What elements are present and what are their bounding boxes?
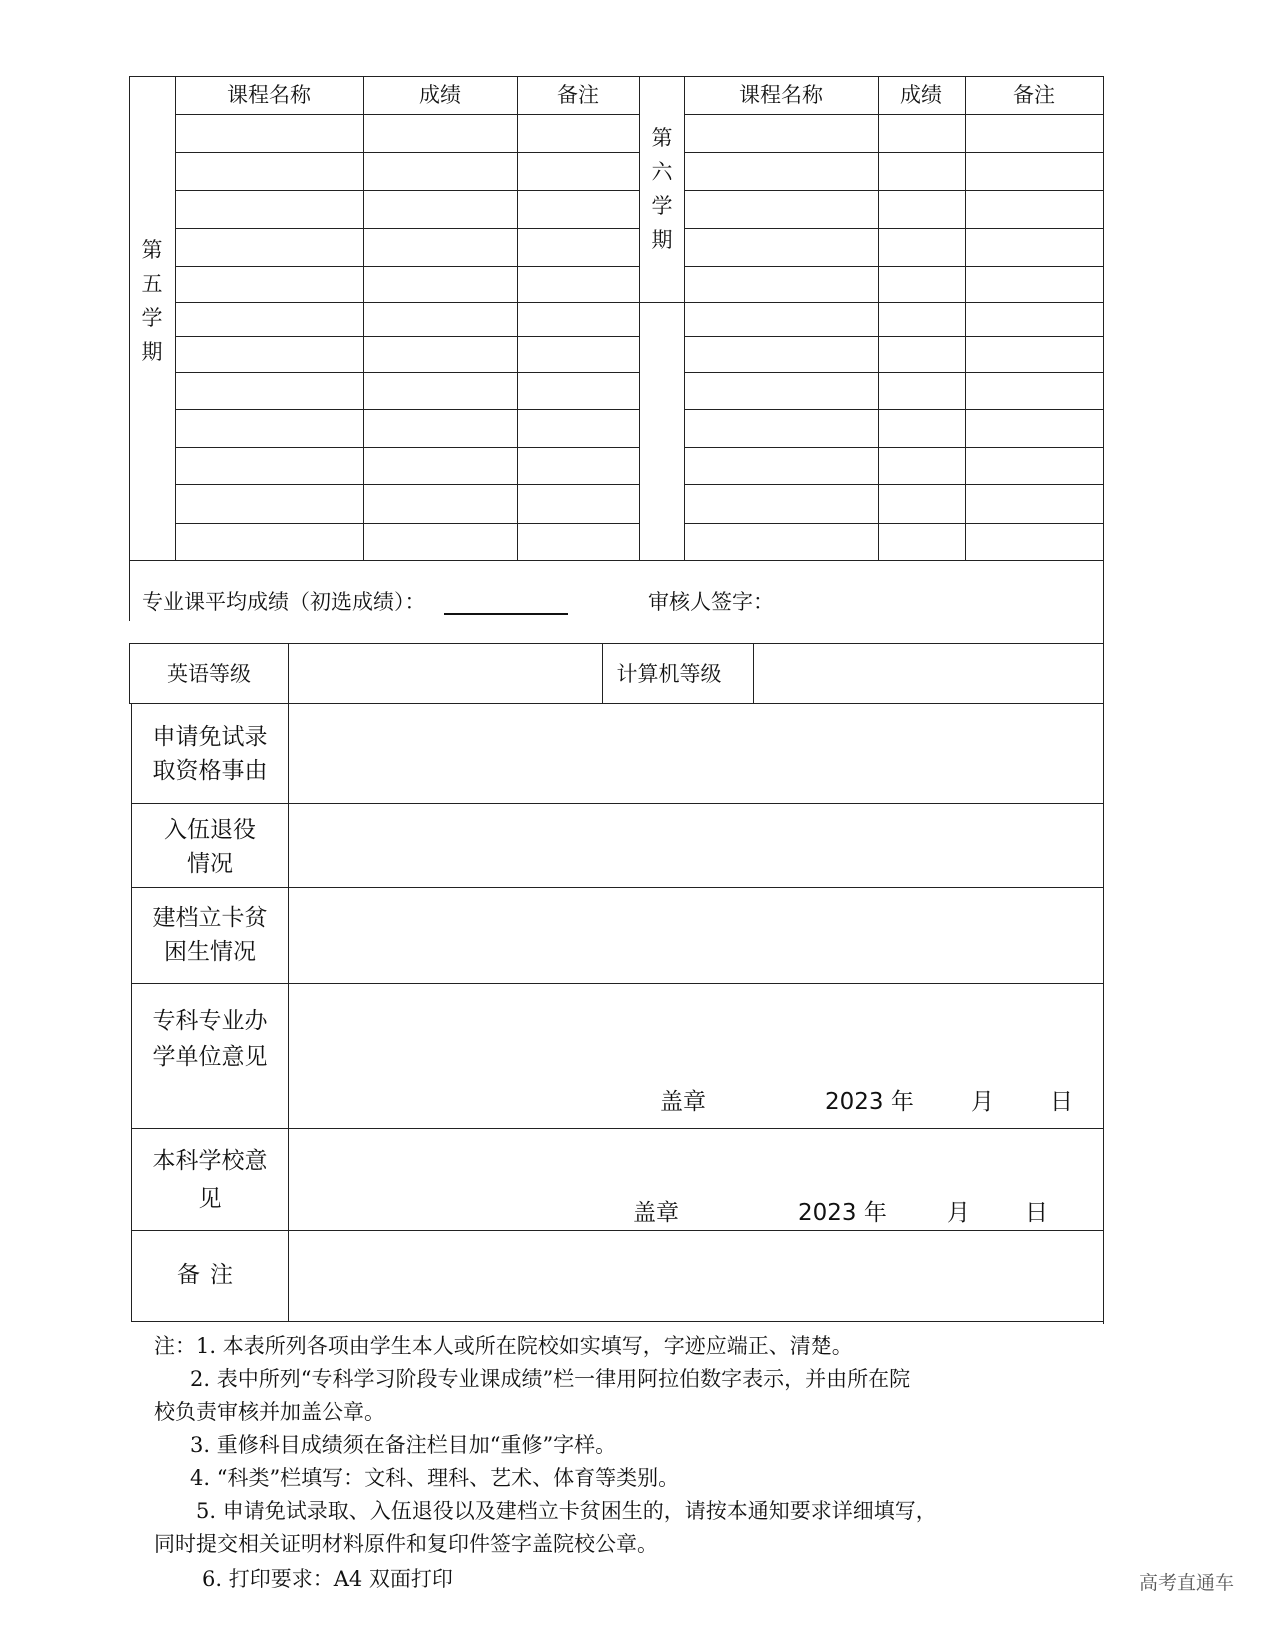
header-score-left: 成绩 [419,83,461,107]
college-year: 2023 年 [825,1089,914,1115]
college-day: 日 [1050,1089,1073,1115]
university-month: 月 [947,1200,970,1226]
reviewer-signature-label: 审核人签字： [648,590,774,614]
remarks-label: 备注 [177,1262,243,1288]
note-line-3: 校负责审核并加盖公章。 [154,1400,385,1424]
header-score-right: 成绩 [900,83,942,107]
watermark: 高考直通车 [1139,1572,1235,1594]
computer-level-label: 计算机等级 [616,662,722,686]
note-line-8: 6. 打印要求：A4 双面打印 [202,1567,453,1591]
note-line-6: 5. 申请免试录取、入伍退役以及建档立卡贫困生的，请按本通知要求详细填写， [196,1499,937,1523]
header-course-left: 课程名称 [227,83,311,107]
note-line-4: 3. 重修科目成绩须在备注栏目加“重修”字样。 [190,1433,617,1457]
college-seal-label: 盖章 [660,1089,706,1115]
note-line-1: 注：1. 本表所列各项由学生本人或所在院校如实填写，字迹应端正、清楚。 [154,1334,853,1358]
average-score-label: 专业课平均成绩（初选成绩）： [142,590,426,614]
army-service-label: 入伍退役情况 [164,817,256,877]
header-note-right: 备注 [1013,83,1055,107]
college-opinion-label: 专科专业办学单位意见 [152,1008,268,1070]
semester-5-label: 第五学期 [141,238,163,364]
university-day: 日 [1025,1200,1048,1226]
note-line-7: 同时提交相关证明材料原件和复印件签字盖院校公章。 [154,1532,658,1556]
note-line-2: 2. 表中所列“专科学习阶段专业课成绩”栏一律用阿拉伯数字表示，并由所在院 [190,1367,911,1391]
semester-6-label: 第六学期 [651,126,673,252]
note-line-5: 4. “科类”栏填写：文科、理科、艺术、体育等类别。 [190,1466,680,1490]
university-year: 2023 年 [798,1200,887,1226]
header-note-left: 备注 [557,83,599,107]
exam-free-reason-label: 申请免试录取资格事由 [152,724,268,784]
average-score-blank[interactable] [444,613,568,615]
college-month: 月 [971,1089,994,1115]
university-seal-label: 盖章 [633,1200,679,1226]
header-course-right: 课程名称 [739,83,823,107]
english-level-label: 英语等级 [167,662,251,686]
university-opinion-label: 本科学校意见 [152,1148,268,1212]
poverty-status-label: 建档立卡贫困生情况 [152,905,268,965]
